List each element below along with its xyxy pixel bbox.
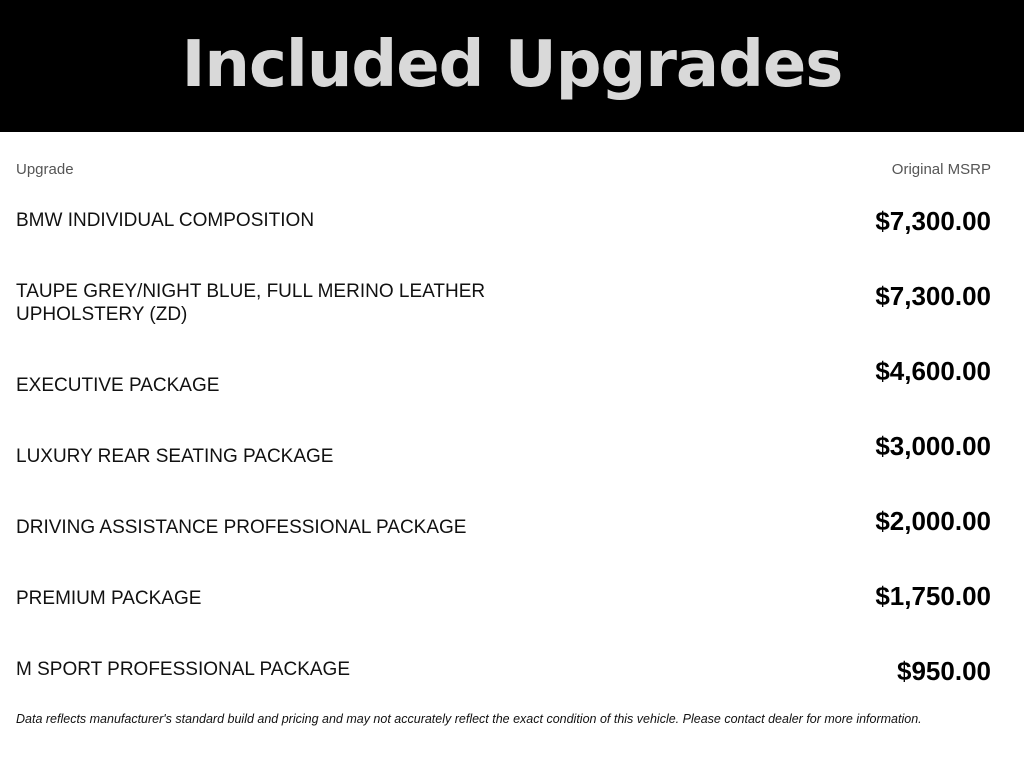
upgrade-price: $950.00 (897, 656, 991, 686)
upgrade-price: $1,750.00 (875, 581, 991, 611)
upgrade-price: $7,300.00 (875, 206, 991, 236)
upgrade-name: PREMIUM PACKAGE (16, 588, 202, 609)
disclaimer-text: Data reflects manufacturer's standard build and pricing and may not accurately reflect the exact condition of this vehicle. Please contact dealer for more information. (16, 712, 922, 726)
upgrade-price: $4,600.00 (875, 356, 991, 386)
upgrade-price: $7,300.00 (875, 281, 991, 311)
upgrade-name: LUXURY REAR SEATING PACKAGE (16, 446, 334, 467)
upgrade-name: BMW INDIVIDUAL COMPOSITION (16, 210, 315, 231)
upgrade-name: M SPORT PROFESSIONAL PACKAGE (16, 659, 350, 680)
upgrade-name: DRIVING ASSISTANCE PROFESSIONAL PACKAGE (16, 517, 467, 538)
column-header-upgrade: Upgrade (16, 161, 74, 178)
column-header-msrp: Original MSRP (891, 161, 991, 178)
title-banner (0, 0, 1024, 132)
upgrade-name: TAUPE GREY/NIGHT BLUE, FULL MERINO LEATHER UPHOLSTERY (ZD) (16, 281, 486, 325)
page-title: Included Upgrades (181, 28, 843, 102)
upgrade-price: $3,000.00 (875, 431, 991, 461)
upgrade-price: $2,000.00 (875, 506, 991, 536)
upgrade-name: EXECUTIVE PACKAGE (16, 375, 220, 396)
